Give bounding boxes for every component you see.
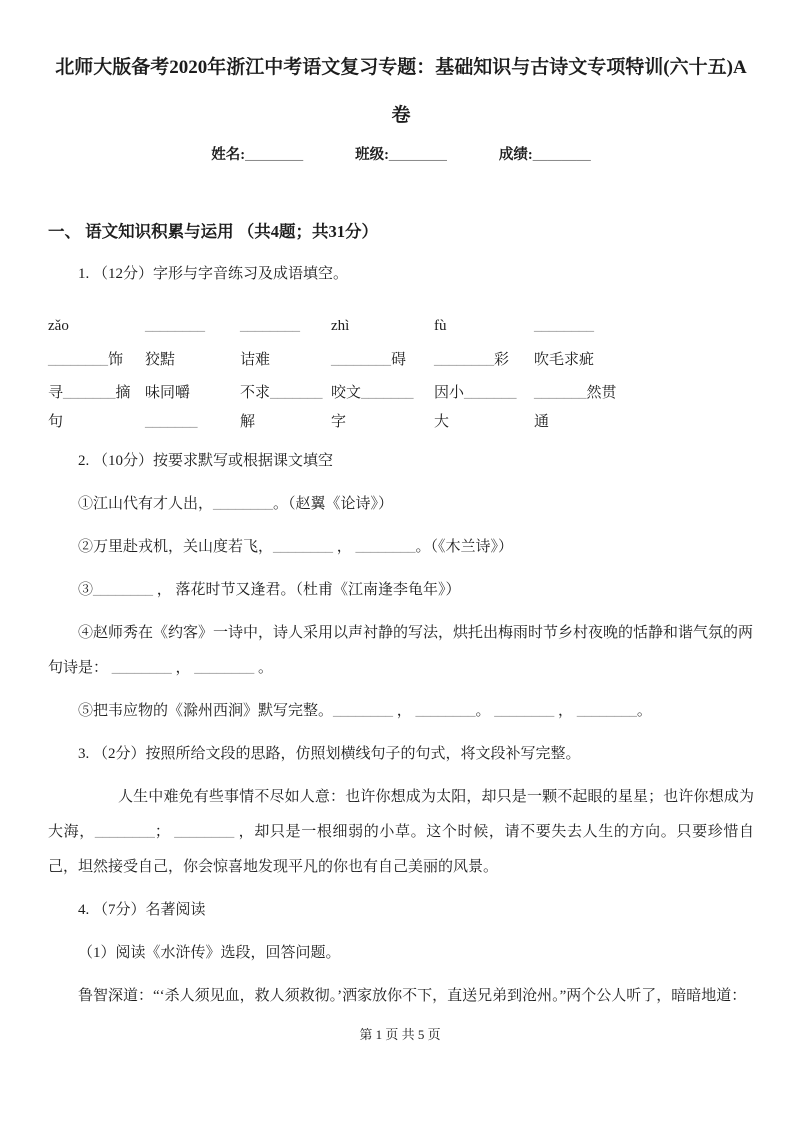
table-cell: ________: [534, 318, 594, 334]
page-footer: 第 1 页 共 5 页: [359, 1027, 441, 1042]
fill-item-3: ③________ ， 落花时节又逢君。（杜甫《江南逢李龟年》）: [78, 582, 461, 598]
table-cell: fù: [434, 318, 447, 334]
class-field: 班级:________: [355, 147, 447, 163]
table-cell: 诘难: [240, 352, 271, 368]
document-title: 北师大版备考2020年浙江中考语文复习专题：基础知识与古诗文专项特训(六十五)A卷: [55, 57, 747, 126]
question-4-subquestion: （1）阅读《水浒传》选段，回答问题。: [78, 945, 341, 961]
table-cell: ________碍: [331, 352, 407, 368]
table-row: [48, 310, 754, 342]
table-cell: zǎo: [48, 318, 69, 334]
question-2-stem: 2. （10分）按要求默写或根据课文填空: [78, 453, 334, 469]
table-cell: ________彩: [434, 352, 510, 368]
question-4-passage: 鲁智深道：“‘杀人须见血，救人须救彻。’洒家放你不下，直送兄弟到沧州。”两个公人听了，暗暗地道：: [78, 988, 747, 1004]
fill-item-2: ②万里赴戎机，关山度若飞，________ ， ________。（《木兰诗》）: [78, 539, 514, 555]
table-row: [48, 342, 754, 378]
table-cell: 寻_______摘: [48, 385, 131, 401]
name-field: 姓名:________: [211, 147, 304, 163]
table-cell: 味同嚼: [145, 385, 191, 401]
table-cell: 因小_______: [434, 385, 517, 401]
pinyin-fill-table: [48, 310, 754, 436]
fill-item-5: ⑤把韦应物的《滁州西涧》默写完整。________ ， ________。 ________ ， ________。: [78, 703, 652, 719]
table-row: [48, 378, 754, 408]
table-cell: ________: [145, 318, 205, 334]
table-cell: 大: [434, 414, 450, 430]
fill-item-4: ④赵师秀在《约客》一诗中，诗人采用以声衬静的写法，烘托出梅雨时节乡村夜晚的恬静和谐气氛的两句诗是： ________ ， ________ 。: [48, 625, 754, 676]
table-cell: ________: [240, 318, 300, 334]
table-cell: _______然贯: [534, 385, 617, 401]
table-cell: zhì: [331, 318, 350, 334]
table-cell: 解: [240, 414, 256, 430]
table-cell: ________饰: [48, 352, 124, 368]
question-1-stem: 1. （12分）字形与字音练习及成语填空。: [78, 266, 349, 282]
table-cell: 不求_______: [240, 385, 323, 401]
table-cell: 狡黠: [145, 352, 176, 368]
student-info-row: [48, 144, 754, 166]
question-4-stem: 4. （7分）名著阅读: [78, 902, 206, 918]
section-heading: 一、 语文知识积累与运用 （共4题；共31分）: [48, 222, 378, 241]
table-row: [48, 408, 754, 436]
fill-item-1: ①江山代有才人出，________。（赵翼《论诗》）: [78, 496, 394, 512]
table-cell: 字: [331, 414, 347, 430]
table-cell: 咬文_______: [331, 385, 414, 401]
table-cell: 吹毛求疵: [534, 352, 595, 368]
score-field: 成绩:________: [498, 147, 591, 163]
table-cell: 通: [534, 414, 550, 430]
table-cell: _______: [145, 414, 198, 430]
table-cell: 句: [48, 414, 64, 430]
question-3-paragraph: 人生中难免有些事情不尽如人意：也许你想成为太阳，却只是一颗不起眼的星星；也许你想成为大海，________； ________ ，却只是一根细弱的小草。这个时候，请不要失去人生的方向。只要珍惜自己，坦然接受自己，你会惊喜地发现平凡的你也有自己美丽的风景。: [48, 789, 754, 875]
question-3-stem: 3. （2分）按照所给文段的思路，仿照划横线句子的句式，将文段补写完整。: [78, 746, 581, 762]
